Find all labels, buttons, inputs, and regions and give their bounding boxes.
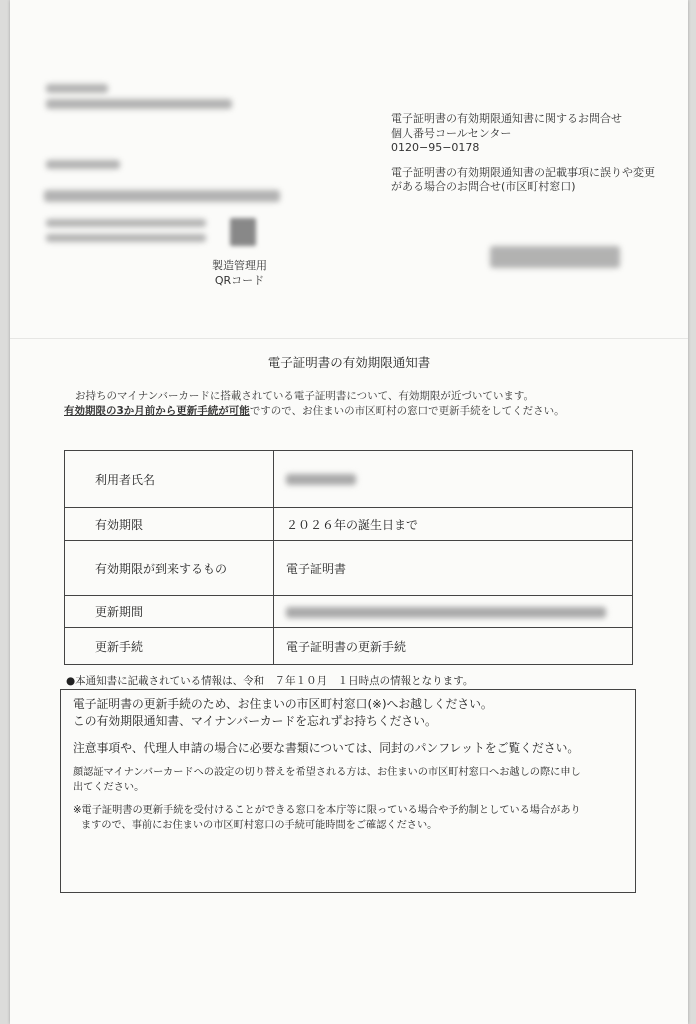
face-auth-line1: 顔認証マイナンバーカードへの設定の切り替えを希望される方は、お住まいの市区町村窓口へお越しの際に申し xyxy=(73,767,581,778)
info-date-note: ●本通知書に記載されている情報は、令和 ７年１０月 １日時点の情報となります。 xyxy=(66,675,474,687)
redacted-renewal-period xyxy=(286,607,606,618)
contact-errata-line2: がある場合のお問合せ(市区町村窓口) xyxy=(391,180,576,193)
document-title: 電子証明書の有効期限通知書 xyxy=(267,355,431,370)
redacted-postal-code xyxy=(46,84,108,93)
intro-line2 xyxy=(64,404,565,419)
redacted-sender-info xyxy=(490,246,620,268)
row-label: 更新手続 xyxy=(65,628,274,665)
row-label: 利用者氏名 xyxy=(65,451,274,508)
intro-line2-rest: ですので、お住まいの市区町村の窓口で更新手続をしてください。 xyxy=(249,405,565,417)
fold-line xyxy=(10,338,688,339)
info-table xyxy=(64,450,633,665)
row-value-redacted xyxy=(274,451,633,508)
table-row xyxy=(65,596,633,628)
row-label: 有効期限が到来するもの xyxy=(65,541,274,596)
instruction-line3: 注意事項や、代理人申請の場合に必要な書類については、同封のパンフレットをご覧ください。 xyxy=(73,741,580,755)
contact-errata-line1: 電子証明書の有効期限通知書の記載事項に誤りや変更 xyxy=(391,165,655,179)
intro-line1: お持ちのマイナンバーカードに搭載されている電子証明書について、有効期限が近づいています。 xyxy=(75,390,535,402)
intro-text xyxy=(64,389,565,419)
face-auth-line2: 出てください。 xyxy=(73,781,145,793)
table-row xyxy=(65,541,633,596)
instructions-box xyxy=(60,689,636,893)
qr-label-line1: 製造管理用 xyxy=(212,259,267,272)
qr-label-line2: QRコード xyxy=(214,274,265,287)
row-value: ２０２６年の誕生日まで xyxy=(274,508,633,541)
redacted-user-name xyxy=(286,474,356,485)
qr-label xyxy=(212,258,267,288)
row-value: 電子証明書 xyxy=(274,541,633,596)
row-value-redacted xyxy=(274,596,633,628)
footnote-line1: ※電子証明書の更新手続を受付けることができる窓口を本庁等に限っている場合や予約制としている場合があり xyxy=(73,805,581,816)
contact-phone: 0120−95−0178 xyxy=(391,141,480,154)
instruction-line2: この有効期限通知書、マイナンバーカードを忘れずお持ちください。 xyxy=(73,714,437,728)
redacted-address xyxy=(46,99,232,109)
instruction-line1: 電子証明書の更新手続のため、お住まいの市区町村窓口(※)へお越しください。 xyxy=(73,697,493,711)
contact-heading: 電子証明書の有効期限通知書に関するお問合せ xyxy=(391,112,622,125)
redacted-code-line1 xyxy=(46,219,206,227)
notice-paper xyxy=(10,0,688,1024)
table-row xyxy=(65,628,633,665)
intro-line2-emphasis: 有効期限の3か月前から更新手続が可能 xyxy=(64,405,250,417)
contact-info xyxy=(391,112,655,195)
footnote-line2: ますので、事前にお住まいの市区町村窓口の手続可能時間をご確認ください。 xyxy=(81,819,438,831)
table-row xyxy=(65,451,633,508)
table-row xyxy=(65,508,633,541)
qr-code xyxy=(230,218,256,246)
contact-center: 個人番号コールセンター xyxy=(391,126,512,140)
row-label: 有効期限 xyxy=(65,508,274,541)
redacted-barcode xyxy=(44,190,280,202)
redacted-recipient-name xyxy=(46,160,120,169)
row-value: 電子証明書の更新手続 xyxy=(274,628,633,665)
row-label: 更新期間 xyxy=(65,596,274,628)
redacted-code-line2 xyxy=(46,234,206,242)
